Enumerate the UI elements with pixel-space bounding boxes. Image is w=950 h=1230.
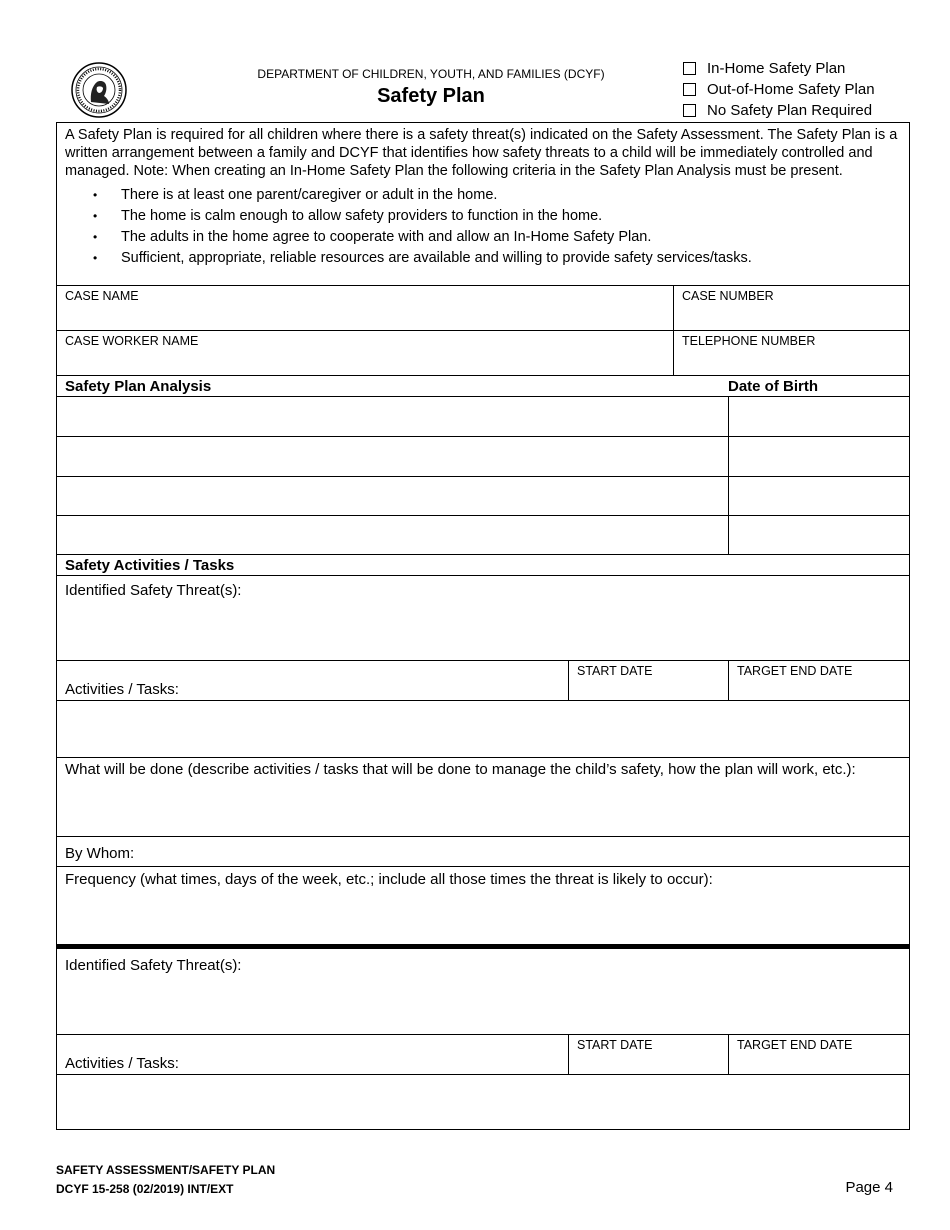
checkbox-out-of-home-plan[interactable] bbox=[683, 81, 875, 98]
threat-field[interactable] bbox=[57, 949, 909, 1034]
dob-heading: Date of Birth bbox=[728, 378, 818, 395]
checkbox-label: No Safety Plan Required bbox=[707, 102, 873, 119]
department-name: DEPARTMENT OF CHILDREN, YOUTH, AND FAMILIES (DCYF) bbox=[257, 67, 605, 81]
intro-paragraph: A Safety Plan is required for all children where there is a safety threat(s) indicated on the Safety Assessment. The Safety Plan is a written arrangement between a family and DCYF that identifies how safety threats to a child will be immediately controlled and managed. Note: When creating an In-Home Safety Plan the following criteria in the Safety Plan Analysis must be present. bbox=[65, 127, 898, 180]
tasks-dates-row bbox=[57, 660, 909, 700]
case-name-field[interactable] bbox=[57, 286, 673, 330]
dob-input[interactable] bbox=[728, 477, 909, 515]
analysis-header-row bbox=[57, 375, 909, 396]
frequency-label: Frequency (what times, days of the week, etc.; include all those times the threat is likely to occur): bbox=[65, 871, 713, 888]
target-end-date-field[interactable] bbox=[728, 1035, 909, 1074]
case-worker-row bbox=[57, 330, 909, 375]
dob-input[interactable] bbox=[728, 437, 909, 476]
tasks-dates-row bbox=[57, 1034, 909, 1074]
case-number-field[interactable] bbox=[673, 286, 909, 330]
start-date-field[interactable] bbox=[568, 661, 728, 700]
analysis-row bbox=[57, 515, 909, 554]
what-will-be-done-label: What will be done (describe activities / tasks that will be done to manage the child’s safety, how the plan will work, etc.): bbox=[65, 761, 856, 778]
footer-form-number: DCYF 15-258 (02/2019) INT/EXT bbox=[56, 1182, 234, 1196]
target-end-date-field[interactable] bbox=[728, 661, 909, 700]
analysis-input[interactable] bbox=[57, 516, 728, 554]
checkbox-in-home-plan[interactable] bbox=[683, 60, 845, 77]
activities-heading: Safety Activities / Tasks bbox=[65, 557, 235, 574]
checkbox-label: Out-of-Home Safety Plan bbox=[707, 81, 875, 98]
criteria-list bbox=[65, 185, 901, 269]
safety-plan-form bbox=[56, 122, 910, 1130]
analysis-input[interactable] bbox=[57, 477, 728, 515]
checkbox-box[interactable] bbox=[683, 104, 696, 117]
criteria-item: • Sufficient, appropriate, reliable resources are available and willing to provide safety services/tasks. bbox=[121, 248, 901, 269]
analysis-row bbox=[57, 476, 909, 515]
what-will-be-done-field[interactable] bbox=[57, 757, 909, 836]
form-title: Safety Plan bbox=[377, 85, 485, 107]
analysis-input[interactable] bbox=[57, 397, 728, 436]
analysis-row bbox=[57, 396, 909, 436]
case-name-label: CASE NAME bbox=[65, 289, 139, 303]
dob-input[interactable] bbox=[728, 397, 909, 436]
dob-input[interactable] bbox=[728, 516, 909, 554]
analysis-row bbox=[57, 436, 909, 476]
start-date-label: START DATE bbox=[577, 1038, 653, 1052]
case-row bbox=[57, 285, 909, 330]
activities-header-row bbox=[57, 554, 909, 575]
start-date-label: START DATE bbox=[577, 664, 653, 678]
criteria-item: • The home is calm enough to allow safety providers to function in the home. bbox=[121, 206, 901, 227]
tasks-label-cell bbox=[57, 1035, 568, 1074]
tasks-label: Activities / Tasks: bbox=[65, 1055, 179, 1072]
case-worker-name-label: CASE WORKER NAME bbox=[65, 334, 199, 348]
criteria-item: • The adults in the home agree to cooperate with and allow an In-Home Safety Plan. bbox=[121, 227, 901, 248]
tasks-input[interactable] bbox=[57, 700, 909, 757]
footer-form-name: SAFETY ASSESSMENT/SAFETY PLAN bbox=[56, 1163, 276, 1177]
by-whom-field[interactable] bbox=[57, 836, 909, 866]
telephone-number-label: TELEPHONE NUMBER bbox=[682, 334, 816, 348]
checkbox-box[interactable] bbox=[683, 62, 696, 75]
analysis-heading: Safety Plan Analysis bbox=[65, 378, 212, 395]
checkbox-label: In-Home Safety Plan bbox=[707, 60, 846, 77]
target-end-date-label: TARGET END DATE bbox=[737, 664, 853, 678]
threat-field[interactable] bbox=[57, 575, 909, 660]
tasks-label: Activities / Tasks: bbox=[65, 681, 179, 698]
tasks-label-cell bbox=[57, 661, 568, 700]
criteria-item: • There is at least one parent/caregiver or adult in the home. bbox=[121, 185, 901, 206]
by-whom-label: By Whom: bbox=[65, 845, 135, 862]
threat-label: Identified Safety Threat(s): bbox=[65, 582, 242, 599]
state-seal-logo bbox=[71, 62, 127, 118]
frequency-field[interactable] bbox=[57, 866, 909, 945]
start-date-field[interactable] bbox=[568, 1035, 728, 1074]
checkbox-no-plan-required[interactable] bbox=[683, 102, 872, 119]
intro-section bbox=[57, 123, 909, 285]
tasks-input[interactable] bbox=[57, 1074, 909, 1129]
threat-label: Identified Safety Threat(s): bbox=[65, 957, 242, 974]
telephone-number-field[interactable] bbox=[673, 331, 909, 375]
checkbox-box[interactable] bbox=[683, 83, 696, 96]
case-worker-name-field[interactable] bbox=[57, 331, 673, 375]
analysis-input[interactable] bbox=[57, 437, 728, 476]
target-end-date-label: TARGET END DATE bbox=[737, 1038, 853, 1052]
case-number-label: CASE NUMBER bbox=[682, 289, 774, 303]
page-number: Page 4 bbox=[845, 1179, 893, 1196]
